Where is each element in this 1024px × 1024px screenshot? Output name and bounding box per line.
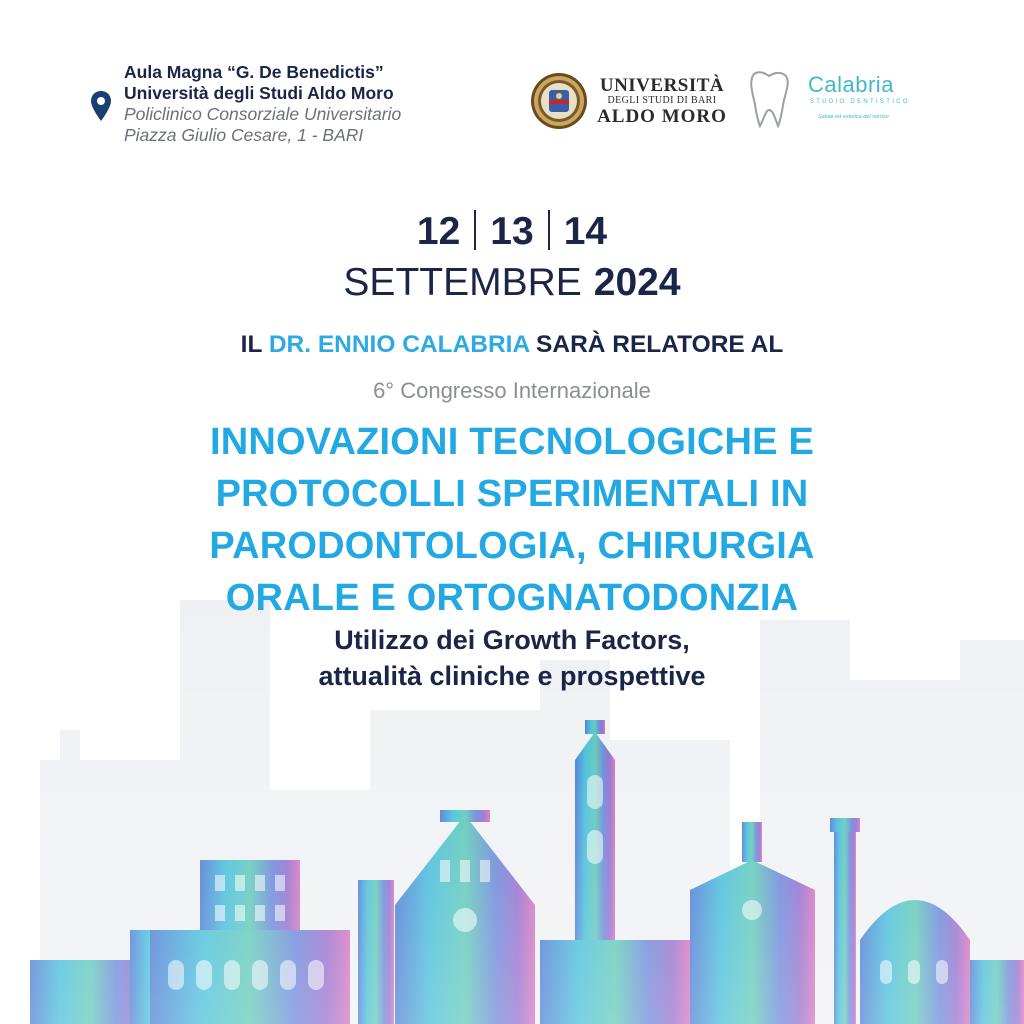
university-seal-icon: [530, 72, 588, 130]
venue-hospital: Policlinico Consorziale Universitario: [124, 104, 402, 124]
studio-name: Calabria: [808, 72, 894, 97]
event-day-3: 14: [563, 210, 608, 253]
date-separator: [474, 210, 476, 250]
congress-title-line: PROTOCOLLI SPERIMENTALI IN: [215, 473, 809, 515]
university-logo: [530, 72, 730, 132]
speaker-suffix: SARÀ RELATORE AL: [536, 331, 784, 358]
venue-address: Piazza Giulio Cesare, 1 - BARI: [124, 125, 364, 145]
university-name-line1: UNIVERSITÀ: [599, 75, 725, 96]
tooth-outline-icon: [748, 68, 790, 130]
speaker-name: DR. ENNIO CALABRIA: [268, 331, 530, 358]
talk-subtitle-line: attualità cliniche e prospettive: [318, 661, 706, 691]
speaker-announcement: [0, 330, 1024, 360]
event-year: 2024: [593, 261, 681, 304]
speaker-prefix: IL: [240, 331, 262, 358]
date-separator: [548, 210, 550, 250]
event-dates: [0, 208, 1024, 256]
event-day-1: 12: [416, 210, 461, 253]
studio-tagline: Salute ed estetica del sorriso: [818, 114, 889, 120]
congress-edition: 6° Congresso Internazionale: [373, 378, 651, 403]
event-day-2: 13: [490, 210, 534, 253]
venue-university: Università degli Studi Aldo Moro: [124, 83, 394, 103]
location-pin-icon: [90, 90, 112, 122]
congress-title: [140, 416, 884, 624]
event-month-year: [0, 258, 1024, 308]
university-name-line2: DEGLI STUDI DI BARI: [607, 95, 717, 106]
studio-logo: [748, 66, 928, 136]
studio-subtitle: STUDIO DENTISTICO: [810, 99, 910, 105]
congress-title-line: PARODONTOLOGIA, CHIRURGIA: [209, 525, 815, 567]
congress-title-line: ORALE E ORTOGNATODONZIA: [225, 577, 799, 619]
talk-subtitle-line: Utilizzo dei Growth Factors,: [334, 625, 690, 655]
talk-subtitle: [150, 622, 874, 694]
congress-title-line: INNOVAZIONI TECNOLOGICHE E: [209, 421, 815, 463]
venue-hall: Aula Magna “G. De Benedictis”: [124, 62, 384, 82]
event-month: SETTEMBRE: [343, 261, 582, 304]
university-name-line3: ALDO MORO: [597, 106, 727, 127]
